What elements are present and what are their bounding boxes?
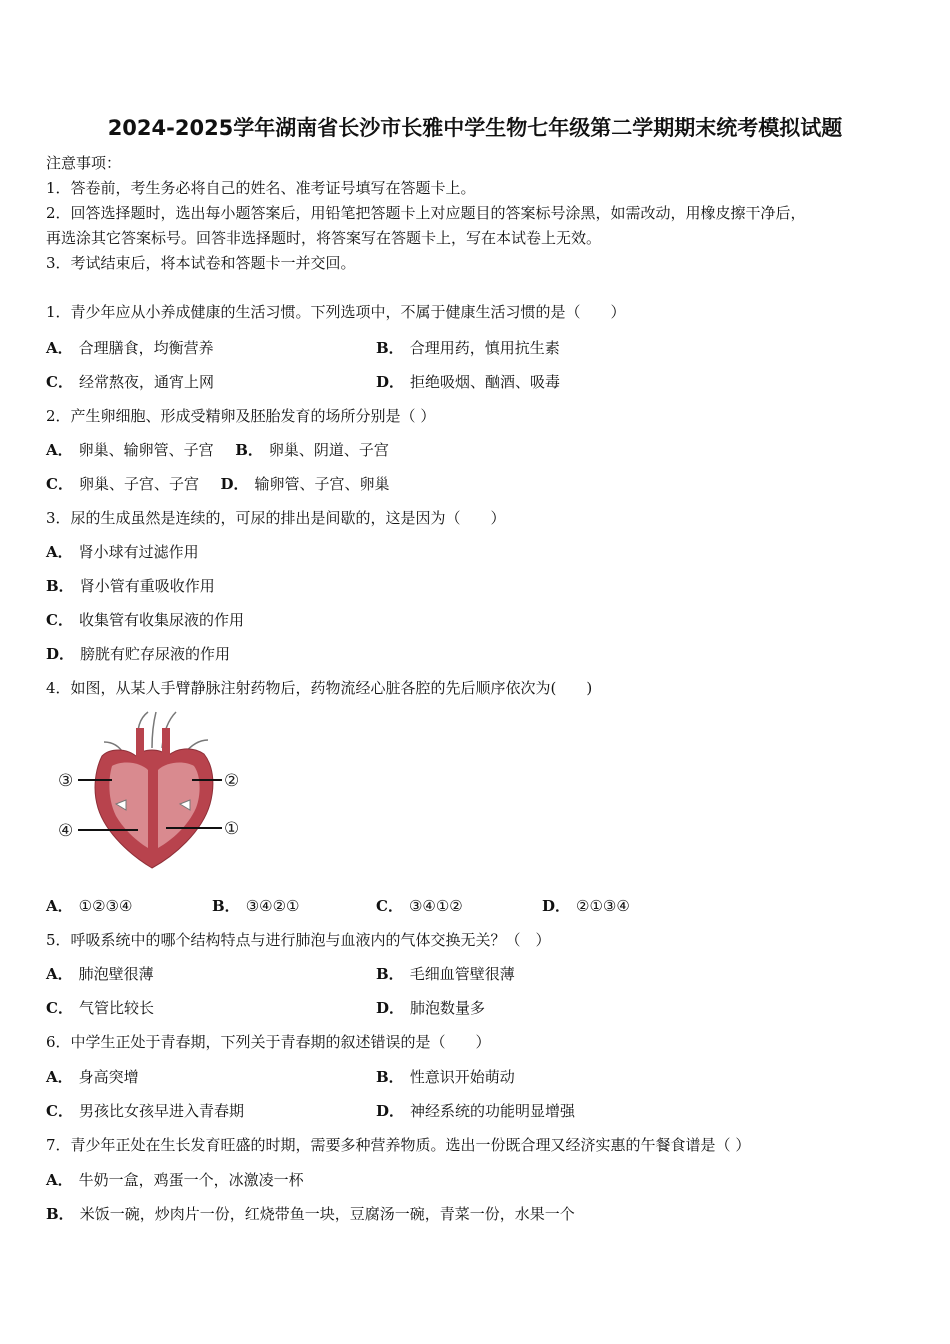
option-text: 肺泡数量多 (410, 999, 486, 1017)
option-text: 卵巢、阴道、子宫 (268, 441, 389, 459)
notice-item: 2．回答选择题时，选出每小题答案后，用铅笔把答题卡上对应题目的答案标号涂黑，如需改动，用橡皮擦干净后， (46, 204, 806, 222)
q3-option-c (46, 609, 244, 630)
question-4-stem: 4．如图，从某人手臂静脉注射药物后，药物流经心脏各腔的先后顺序依次为( ) (46, 679, 593, 697)
option-label: C． (376, 897, 403, 915)
option-label: A． (46, 1068, 73, 1086)
q5-option-c (46, 997, 154, 1018)
q4-option-c (376, 895, 463, 916)
option-text: ③④②① (245, 897, 300, 915)
option-label: B． (376, 965, 404, 983)
option-text: 合理用药，慎用抗生素 (409, 339, 560, 357)
option-label: C． (46, 475, 73, 493)
option-text: 肺泡壁很薄 (78, 965, 154, 983)
option-label: D． (46, 645, 75, 663)
option-text: 毛细血管壁很薄 (409, 965, 515, 983)
q5-option-a (46, 963, 154, 984)
question-5-stem: 5．呼吸系统中的哪个结构特点与进行肺泡与血液内的气体交换无关？（ ） (46, 931, 551, 949)
option-label: B． (376, 339, 404, 357)
option-label: B． (212, 897, 240, 915)
q1-option-d (376, 371, 560, 392)
diagram-label-2: ② (224, 771, 240, 791)
q4-option-a (46, 895, 132, 916)
q1-option-c (46, 371, 214, 392)
notice-item: 再选涂其它答案标号。回答非选择题时，将答案写在答题卡上，写在本试卷上无效。 (46, 229, 602, 247)
diagram-label-3: ③ (58, 771, 74, 791)
option-text: 膀胱有贮存尿液的作用 (80, 645, 231, 663)
option-text: ①②③④ (78, 897, 133, 915)
q4-option-b (212, 895, 299, 916)
option-text: ③④①② (408, 897, 463, 915)
option-label: D． (376, 373, 405, 391)
q3-option-a (46, 541, 199, 562)
question-6-stem: 6．中学生正处于青春期，下列关于青春期的叙述错误的是（ ） (46, 1033, 491, 1051)
option-text: 经常熬夜，通宵上网 (78, 373, 214, 391)
option-label: A． (46, 965, 73, 983)
q2-options-cd (46, 473, 390, 494)
q7-option-a (46, 1169, 304, 1190)
q4-option-d (542, 895, 630, 916)
option-label: C． (46, 1102, 73, 1120)
option-label: B． (46, 577, 74, 595)
option-text: 米饭一碗，炒肉片一份，红烧带鱼一块，豆腐汤一碗，青菜一份，水果一个 (79, 1205, 575, 1223)
option-text: 收集管有收集尿液的作用 (78, 611, 244, 629)
option-label: D． (376, 1102, 405, 1120)
option-text: 卵巢、输卵管、子宫 (78, 441, 214, 459)
question-2-stem: 2．产生卵细胞、形成受精卵及胚胎发育的场所分别是（ ） (46, 407, 436, 425)
document-title: 2024-2025学年湖南省长沙市长雅中学生物七年级第二学期期末统考模拟试题 (107, 116, 843, 140)
option-label: D． (542, 897, 571, 915)
option-text: 合理膳食，均衡营养 (78, 339, 214, 357)
option-text: 气管比较长 (78, 999, 154, 1017)
option-label: D． (376, 999, 405, 1017)
option-text: 身高突增 (78, 1068, 139, 1086)
option-text: 男孩比女孩早进入青春期 (78, 1102, 244, 1120)
q7-option-b (46, 1203, 575, 1224)
option-label: A． (46, 543, 73, 561)
option-label: A． (46, 339, 73, 357)
option-text: 卵巢、子宫、子宫 (78, 475, 199, 493)
notice-item: 1．答卷前，考生务必将自己的姓名、准考证号填写在答题卡上。 (46, 179, 476, 197)
option-label: B． (235, 441, 263, 459)
option-label: B． (46, 1205, 74, 1223)
option-label: A． (46, 441, 73, 459)
option-label: A． (46, 1171, 73, 1189)
notice-heading: 注意事项： (46, 154, 122, 172)
q5-option-d (376, 997, 485, 1018)
q6-option-c (46, 1100, 244, 1121)
option-text: 性意识开始萌动 (409, 1068, 515, 1086)
q6-option-b (376, 1066, 515, 1087)
heart-diagram (52, 708, 252, 876)
option-text: 神经系统的功能明显增强 (410, 1102, 576, 1120)
notice-item: 3．考试结束后，将本试卷和答题卡一并交回。 (46, 254, 356, 272)
q6-option-a (46, 1066, 139, 1087)
q1-option-a (46, 337, 214, 358)
question-1-stem: 1．青少年应从小养成健康的生活习惯。下列选项中，不属于健康生活习惯的是（ ） (46, 303, 626, 321)
option-label: A． (46, 897, 73, 915)
option-label: B． (376, 1068, 404, 1086)
option-label: C． (46, 373, 73, 391)
q6-option-d (376, 1100, 575, 1121)
option-label: C． (46, 999, 73, 1017)
question-7-stem: 7．青少年正处在生长发育旺盛的时期，需要多种营养物质。选出一份既合理又经济实惠的午餐食谱是（ ） (46, 1136, 751, 1154)
option-text: 肾小管有重吸收作用 (79, 577, 215, 595)
option-text: 肾小球有过滤作用 (78, 543, 199, 561)
q1-option-b (376, 337, 560, 358)
q3-option-d (46, 643, 230, 664)
diagram-label-1: ① (224, 819, 240, 839)
q5-option-b (376, 963, 515, 984)
question-3-stem: 3．尿的生成虽然是连续的，可尿的排出是间歇的，这是因为（ ） (46, 509, 506, 527)
option-text: ②①③④ (576, 897, 630, 915)
q3-option-b (46, 575, 215, 596)
option-text: 牛奶一盒，鸡蛋一个，冰激凌一杯 (78, 1171, 304, 1189)
q2-options-ab (46, 439, 389, 460)
option-label: C． (46, 611, 73, 629)
option-text: 输卵管、子宫、卵巢 (254, 475, 390, 493)
option-text: 拒绝吸烟、酗酒、吸毒 (410, 373, 561, 391)
diagram-label-4: ④ (58, 821, 74, 841)
option-label: D． (220, 475, 249, 493)
